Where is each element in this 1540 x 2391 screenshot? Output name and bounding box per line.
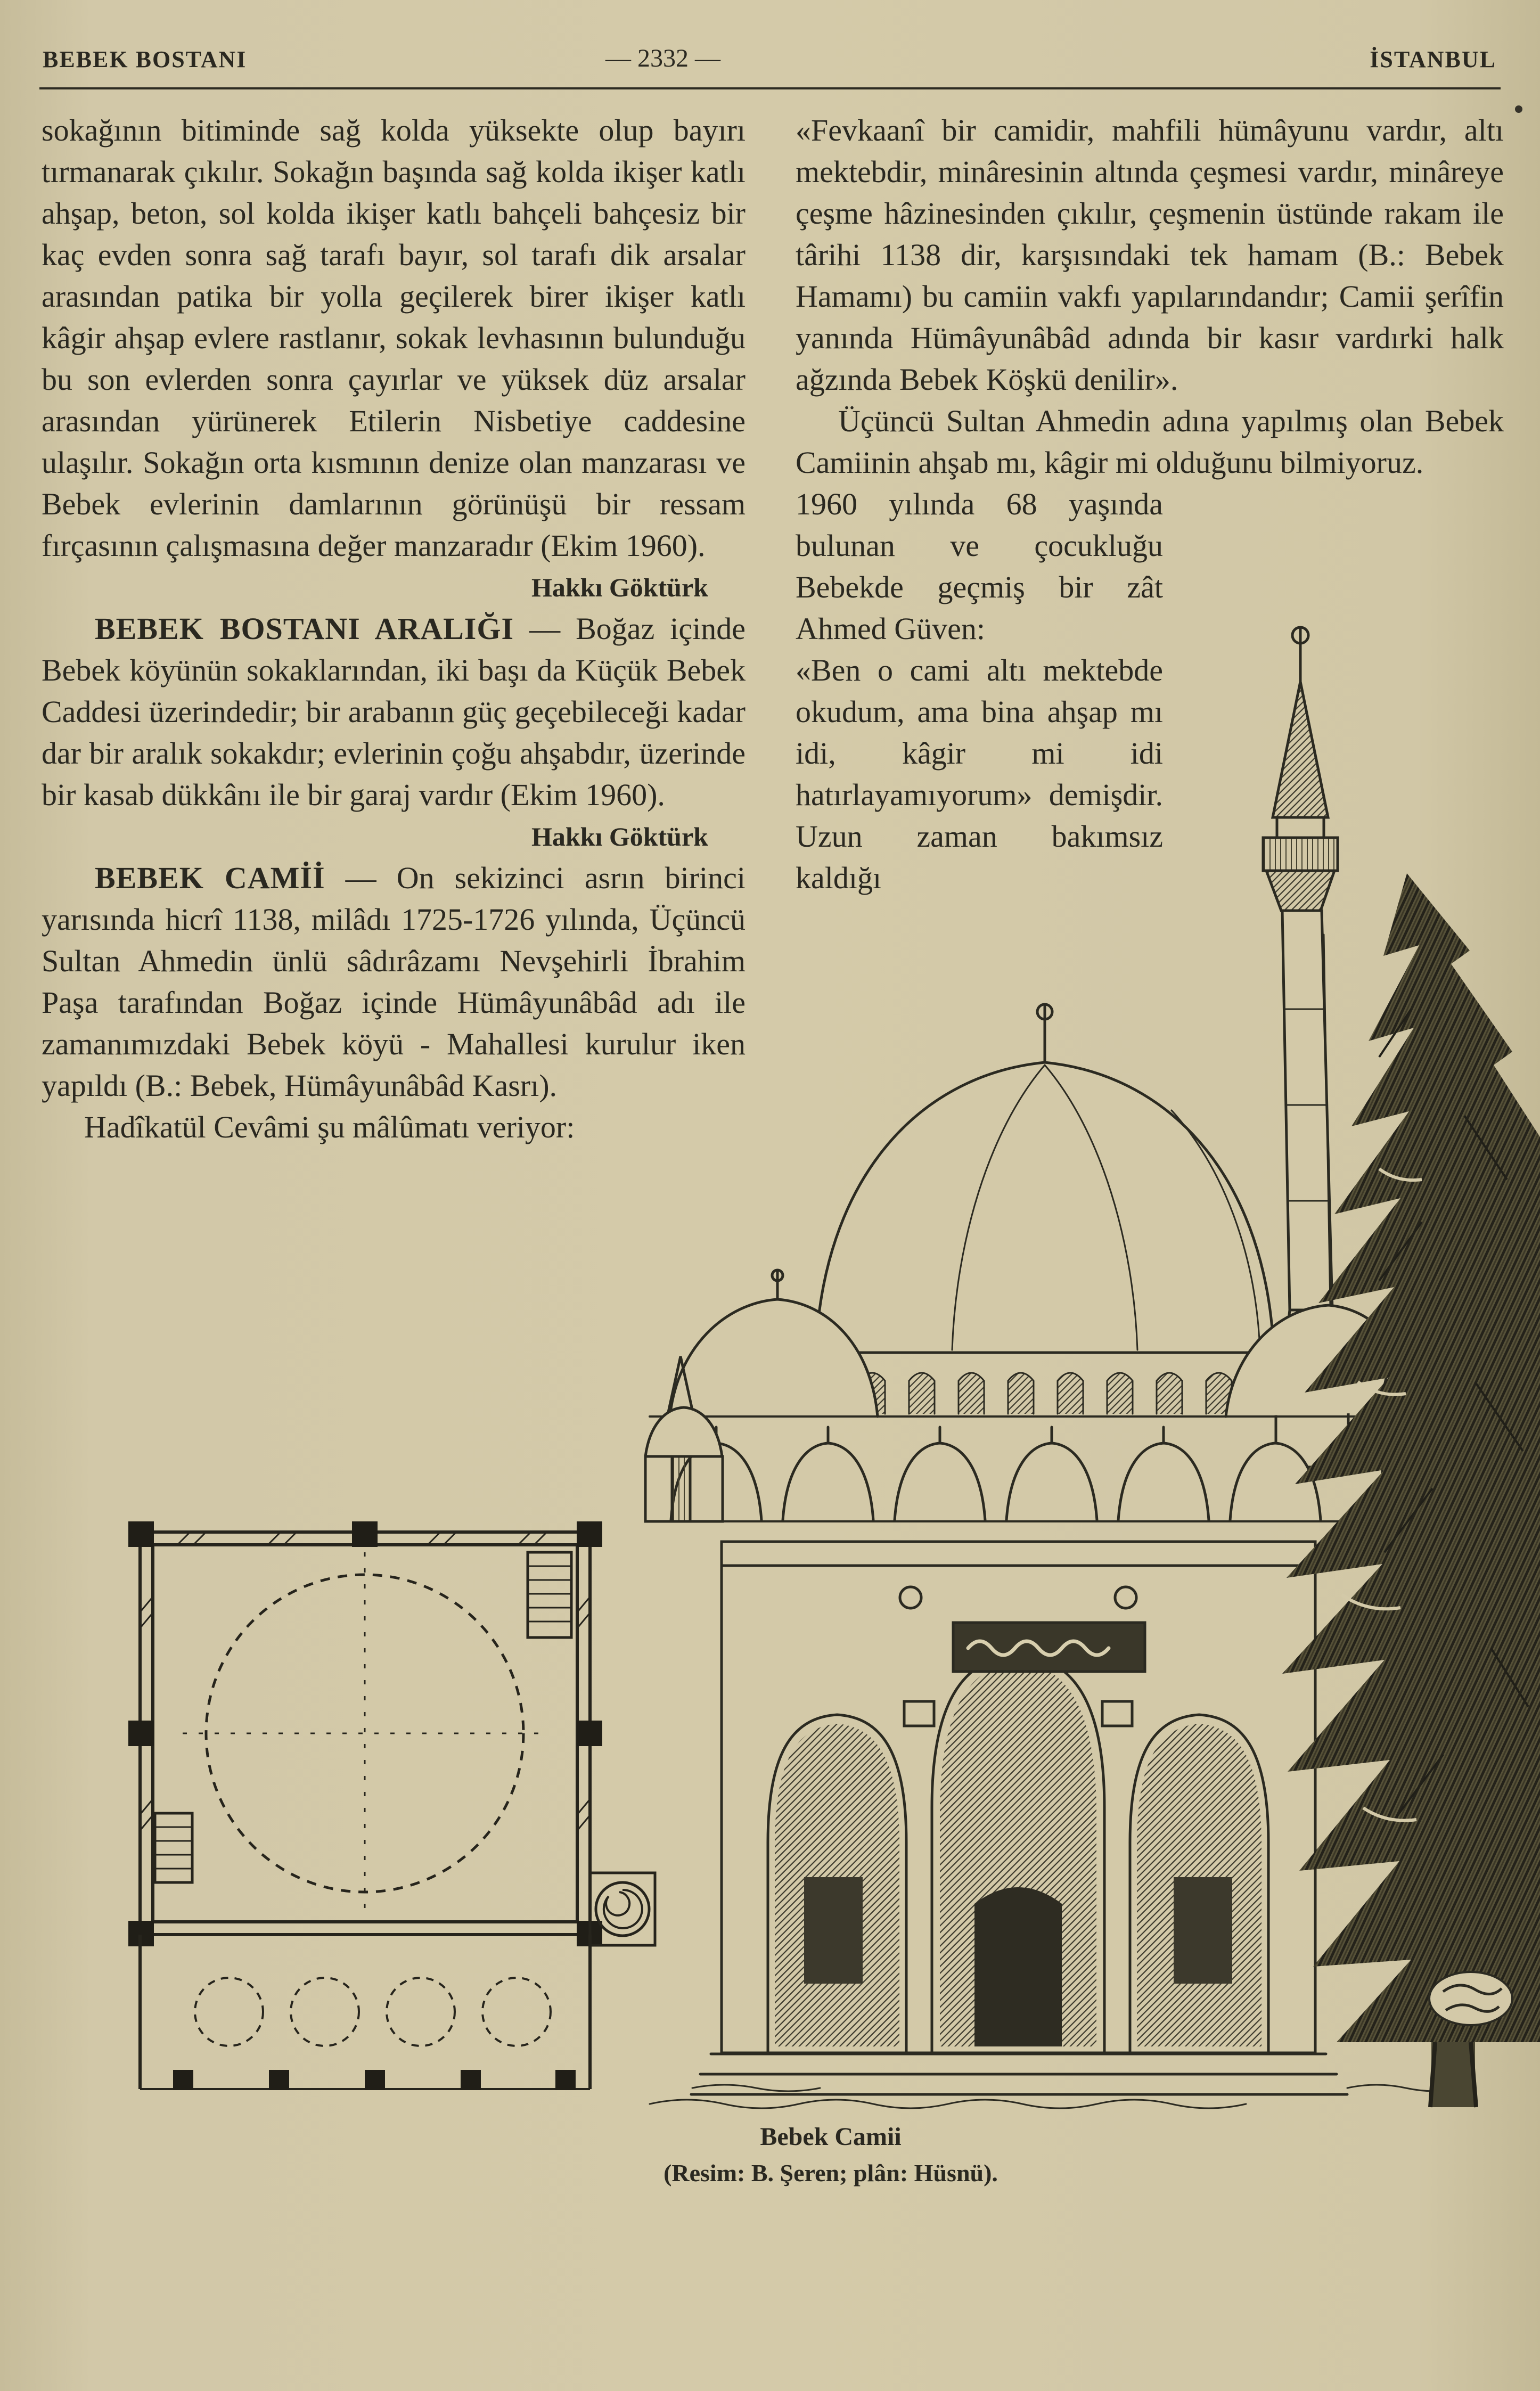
paragraph: 1960 yılında 68 yaşında bulunan ve çocukluğu Bebekde geçmiş bir zât Ahmed Güven:	[796, 487, 1163, 646]
running-head-left: BEBEK BOSTANI	[43, 46, 247, 72]
page-number: — 2332 —	[605, 44, 720, 72]
paragraph: Hadîkatül Cevâmi şu mâlûmatı veriyor:	[84, 1110, 575, 1144]
author-signature: Hakkı Göktürk	[531, 572, 708, 602]
entry-text: — Boğaz içinde Bebek köyünün sokaklarından, iki başı da Küçük Bebek Caddesi üzerindedir; bir arabanın güç geçebileceği kadar dar bir aralık sokakdır; evlerinin çoğu ahşabdır, üzerinde bir kasab dükkânı ile bir garaj vardır (Ekim 1960).	[42, 611, 746, 812]
paragraph-continuation: sokağının bitiminde sağ kolda yüksekte olup bayırı tırmanarak çıkılır. Sokağın başında sağ kolda ikişer katlı ahşap, beton, sol kolda ikişer katlı bahçeli bahçesiz bir kaç evden sonra sağ tarafı bayır, sol tarafı dik arsalar arasından patika bir yolla geçilerek birer ikişer katlı kâgir ahşap evlere rastlanır, sokak levhasının bulunduğu bu son evlerden sonra çayırlar ve yüksek düz arsalar arasından yürünerek Etilerin Nisbetiye caddesine ulaşılır. Sokağın orta kısmının denize olan manzarası ve Bebek evlerinin damlarının görünüşü bir ressam fırçasının çalışmasına değer manzaradır (Ekim 1960).	[42, 113, 746, 563]
artist-signature	[1429, 1972, 1512, 2025]
entry-title: BEBEK BOSTANI ARALIĞI	[95, 611, 514, 646]
entry-title: BEBEK CAMİİ	[95, 861, 325, 895]
plan-dome-circle	[183, 1552, 548, 1915]
ground-drawing	[650, 2085, 1464, 2108]
plan-stairs	[155, 1552, 571, 1882]
floor-plan-drawing	[120, 1515, 671, 2109]
ink-speck	[1515, 105, 1522, 113]
illustration-caption	[458, 2122, 1203, 2187]
quote-paragraph: «Ben o cami altı mektebde okudum, ama bina ahşap mı idi, kâgir mi idi hatırlayamıyorum» demişdir. Uzun zaman bakımsız kaldığı	[796, 653, 1163, 895]
plan-colonnade	[140, 1935, 590, 2090]
caption-title: Bebek Camii	[760, 2123, 902, 2151]
quote-paragraph: «Fevkaanî bir camidir, mahfili hümâyunu vardır, altı mektebdir, minâresinin altında çeşmesi vardır, minâreye çeşme hâzinesinden çıkılır, çeşmenin üstünde rakam ile târihi 1138 dir, karşısındaki tek hamam (B.: Bebek Hamamı) bu camiin vakfı yapılarındandır; Camii şerîfin yanında Hümâyunâbâd adında bir kasır vardırki halk ağzında Bebek Köşkü denilir».	[796, 113, 1504, 397]
paragraph: Üçüncü Sultan Ahmedin adına yapılmış olan Bebek Camiinin ahşab mı, kâgir mi olduğunu bilmiyoruz.	[796, 404, 1504, 480]
header-rule	[39, 87, 1501, 89]
portico-drawing	[691, 1542, 1347, 2094]
mosque-illustration	[612, 583, 1540, 2111]
entry-text: — On sekizinci asrın birinci yarısında hicrî 1138, milâdı 1725-1726 yılında, Üçüncü Sultan Ahmedin ünlü sâdırâzamı Nevşehirli İbrahim Paşa tarafından Boğaz içinde Hümâyunâbâd adı ile zamanımızdaki Bebek köyü - Mahallesi kurulur iken yapıldı (B.: Bebek, Hümâyunâbâd Kasrı).	[42, 861, 746, 1103]
author-signature: Hakkı Göktürk	[531, 822, 708, 851]
caption-credit: (Resim: B. Şeren; plân: Hüsnü).	[663, 2159, 998, 2187]
running-head-right: İSTANBUL	[1370, 46, 1496, 72]
